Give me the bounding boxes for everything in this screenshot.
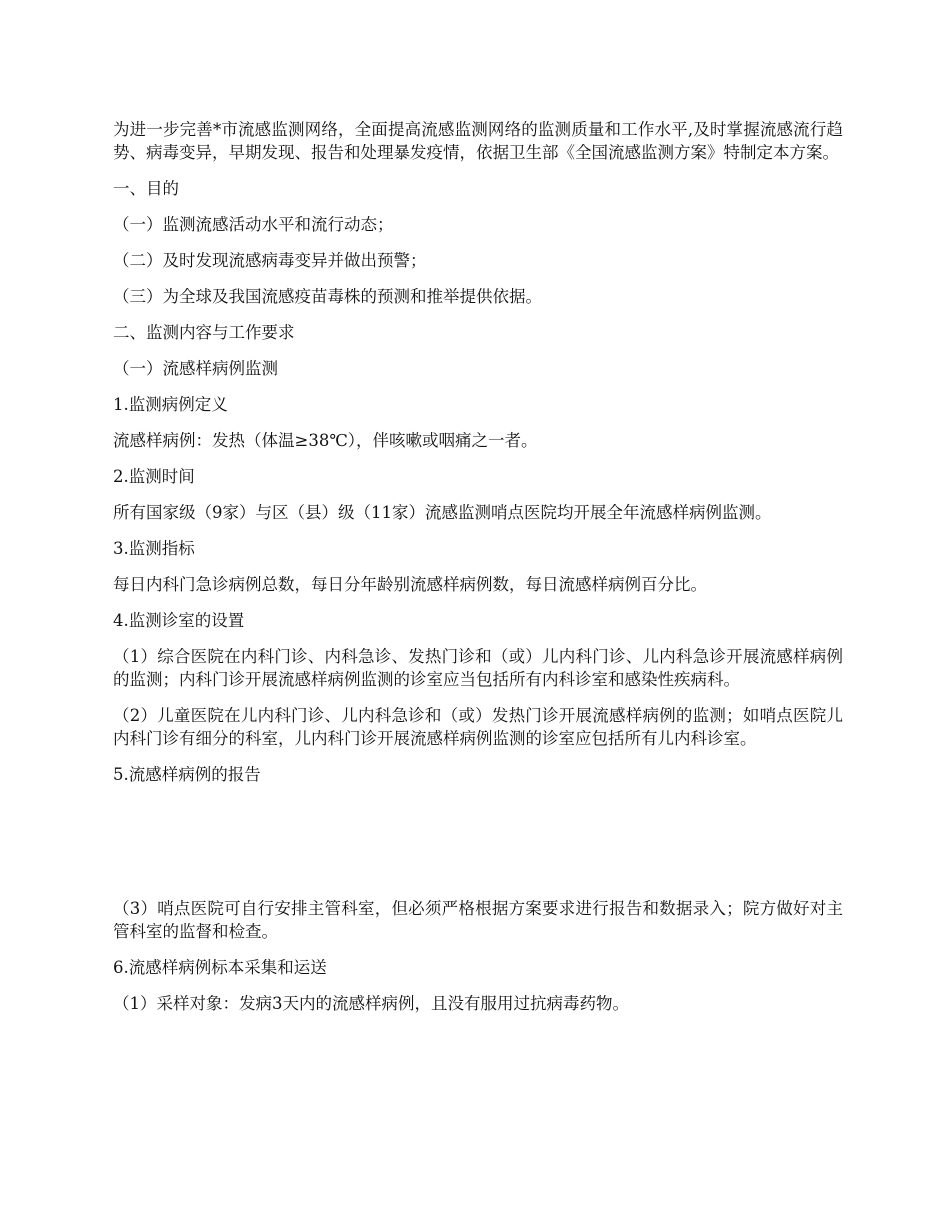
item-heading-specimen: 6.流感样病例标本采集和运送 (113, 958, 327, 977)
blank-space (113, 799, 843, 897)
clinic-setup-item-2: （2）儿童医院在儿内科门诊、儿内科急诊和（或）发热门诊开展流感样病例的监测；如哨点医院儿内科门诊有细分的科室，儿内科门诊开展流感样病例监测的诊室应包括所有儿内科诊室。 (113, 706, 843, 748)
monitoring-time-text: 所有国家级（9家）与区（县）级（11家）流感监测哨点医院均开展全年流感样病例监测。 (113, 503, 772, 522)
intro-paragraph: 为进一步完善*市流感监测网络，全面提高流感监测网络的监测质量和工作水平,及时掌握流感流行趋势、病毒变异，早期发现、报告和处理暴发疫情，依据卫生部《全国流感监测方案》特制定本方案。 (113, 120, 843, 162)
item-heading-monitoring-time: 2.监测时间 (113, 467, 195, 486)
item-heading-clinic-setup: 4.监测诊室的设置 (113, 611, 245, 630)
purpose-item-3: （三）为全球及我国流感疫苗毒株的预测和推举提供依据。 (113, 287, 542, 306)
purpose-item-1: （一）监测流感活动水平和流行动态； (113, 215, 394, 234)
case-definition-text: 流感样病例：发热（体温≥38℃），伴咳嗽或咽痛之一者。 (113, 431, 538, 450)
specimen-item-1: （1）采样对象：发病3天内的流感样病例，且没有服用过抗病毒药物。 (113, 994, 629, 1013)
item-heading-reporting: 5.流感样病例的报告 (113, 765, 261, 784)
subsection-heading-ili: （一）流感样病例监测 (113, 359, 278, 378)
reporting-item-3: （3）哨点医院可自行安排主管科室，但必须严格根据方案要求进行报告和数据录入；院方做好对主管科室的监督和检查。 (113, 899, 843, 941)
document-body (113, 118, 843, 1028)
item-heading-indicators: 3.监测指标 (113, 539, 195, 558)
section-heading-content: 二、监测内容与工作要求 (113, 323, 295, 342)
clinic-setup-item-1: （1）综合医院在内科门诊、内科急诊、发热门诊和（或）儿内科门诊、儿内科急诊开展流感样病例的监测；内科门诊开展流感样病例监测的诊室应当包括所有内科诊室和感染性疾病科。 (113, 647, 843, 689)
purpose-item-2: （二）及时发现流感病毒变异并做出预警； (113, 251, 427, 270)
item-heading-case-definition: 1.监测病例定义 (113, 395, 228, 414)
section-heading-purpose: 一、目的 (113, 179, 179, 198)
indicators-text: 每日内科门急诊病例总数，每日分年龄别流感样病例数，每日流感样病例百分比。 (113, 575, 707, 594)
